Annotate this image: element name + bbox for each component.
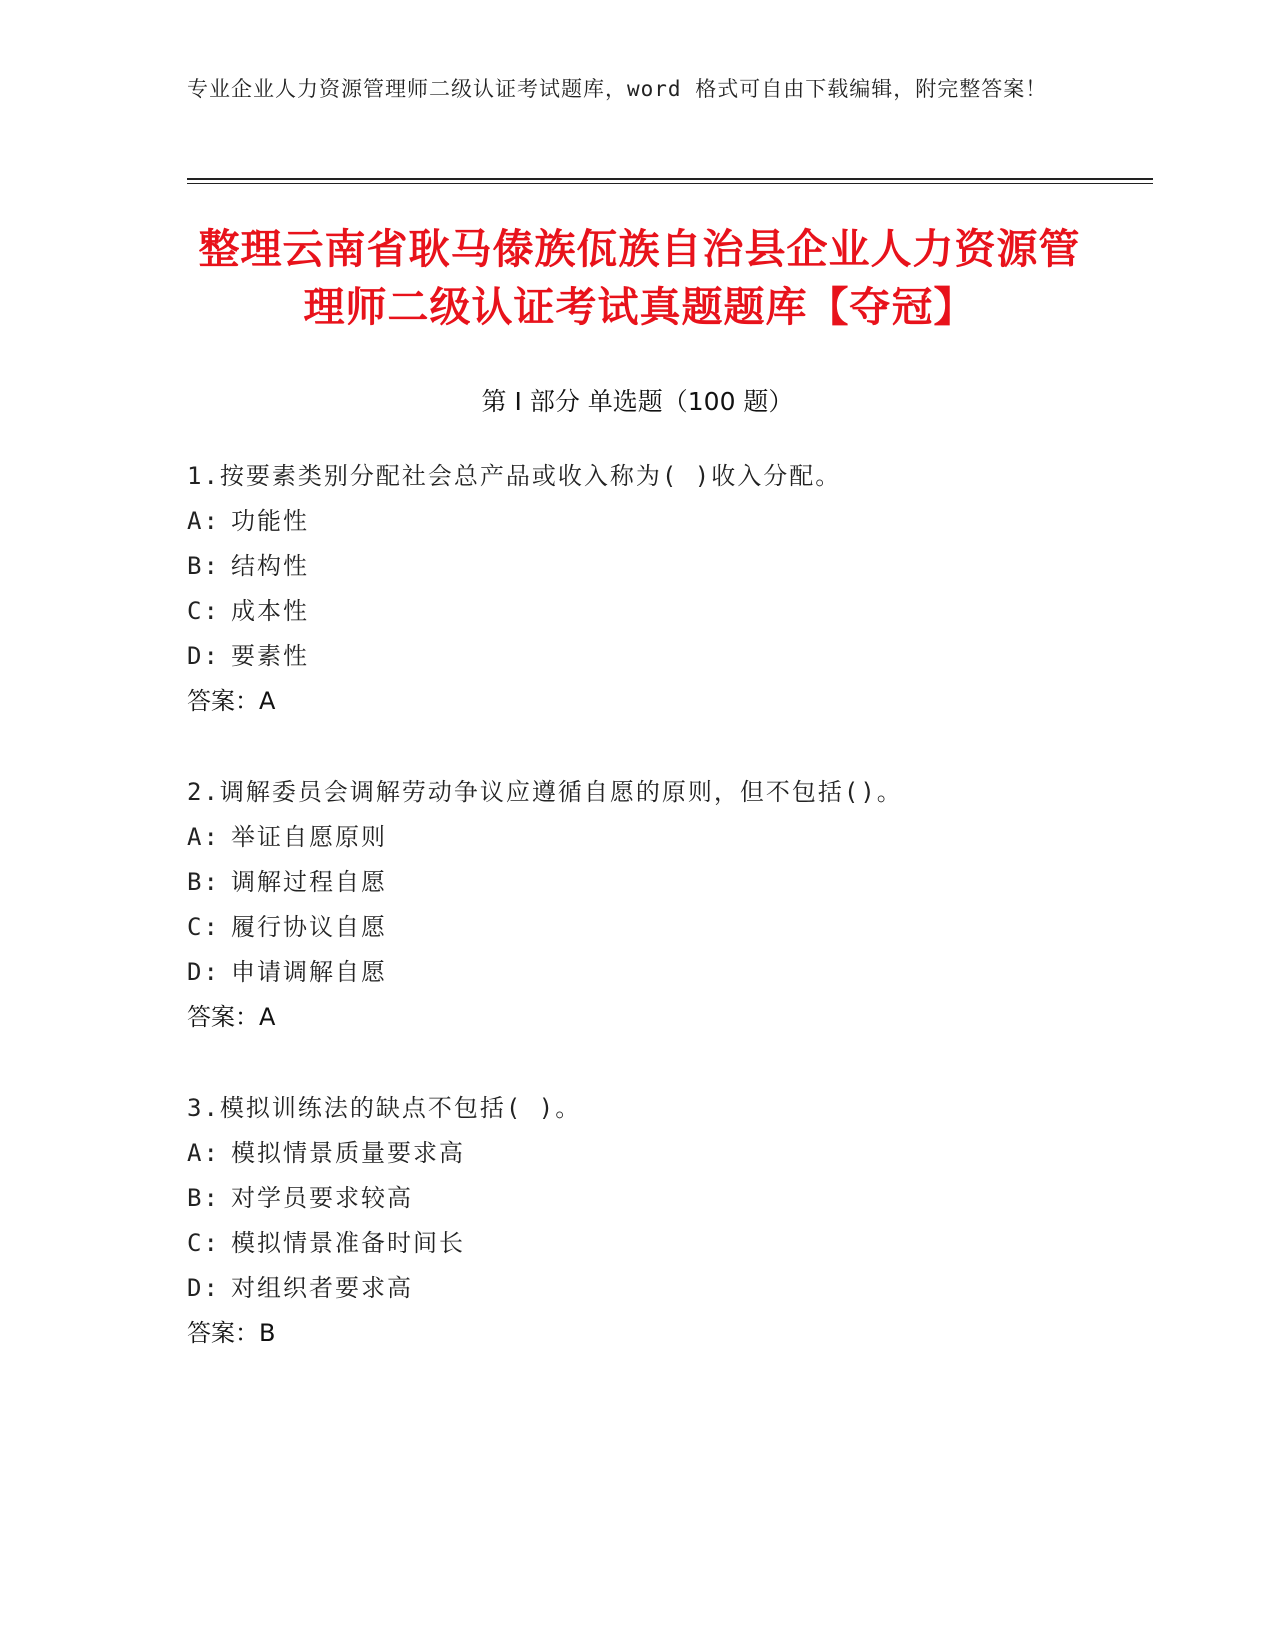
question-3: [187, 1086, 1147, 1356]
option-letter: B:: [187, 868, 220, 896]
option-c: [187, 905, 1147, 950]
option-letter: A:: [187, 823, 220, 851]
option-c: [187, 589, 1147, 634]
option-c: [187, 1221, 1147, 1266]
option-d: [187, 1266, 1147, 1311]
header-rule-thick: [187, 178, 1153, 180]
question-stem: 1.按要素类别分配社会总产品或收入称为( )收入分配。: [187, 462, 842, 490]
option-a: [187, 499, 1147, 544]
option-text: 对学员要求较高: [231, 1184, 413, 1212]
option-letter: D:: [187, 958, 220, 986]
option-letter: A:: [187, 507, 220, 535]
option-letter: D:: [187, 1274, 220, 1302]
answer: 答案：A: [187, 1003, 276, 1031]
option-a: [187, 815, 1147, 860]
answer: 答案：B: [187, 1319, 276, 1347]
option-a: [187, 1131, 1147, 1176]
question-2: [187, 770, 1147, 1040]
option-text: 功能性: [231, 507, 309, 535]
question-stem: 3.模拟训练法的缺点不包括( )。: [187, 1094, 582, 1122]
option-letter: A:: [187, 1139, 220, 1167]
section-heading: 第 I 部分 单选题（100 题）: [481, 387, 794, 416]
option-letter: C:: [187, 597, 220, 625]
question-stem: 2.调解委员会调解劳动争议应遵循自愿的原则，但不包括()。: [187, 778, 903, 806]
option-text: 成本性: [231, 597, 309, 625]
option-letter: B:: [187, 1184, 220, 1212]
option-b: [187, 1176, 1147, 1221]
option-text: 申请调解自愿: [231, 958, 387, 986]
question-1: [187, 454, 1147, 724]
option-text: 模拟情景准备时间长: [231, 1229, 465, 1257]
option-b: [187, 860, 1147, 905]
option-text: 要素性: [231, 642, 309, 670]
option-b: [187, 544, 1147, 589]
option-text: 调解过程自愿: [231, 868, 387, 896]
option-d: [187, 950, 1147, 995]
answer: 答案：A: [187, 687, 276, 715]
option-letter: B:: [187, 552, 220, 580]
header-rule-thin: [187, 183, 1153, 184]
option-text: 模拟情景质量要求高: [231, 1139, 465, 1167]
option-text: 对组织者要求高: [231, 1274, 413, 1302]
option-letter: C:: [187, 1229, 220, 1257]
option-letter: C:: [187, 913, 220, 941]
option-letter: D:: [187, 642, 220, 670]
option-text: 履行协议自愿: [231, 913, 387, 941]
option-text: 举证自愿原则: [231, 823, 387, 851]
option-text: 结构性: [231, 552, 309, 580]
header-note: 专业企业人力资源管理师二级认证考试题库，word 格式可自由下载编辑，附完整答案！: [187, 77, 1048, 101]
option-d: [187, 634, 1147, 679]
document-title: 整理云南省耿马傣族佤族自治县企业人力资源管理师二级认证考试真题题库【夺冠】: [198, 225, 1081, 331]
